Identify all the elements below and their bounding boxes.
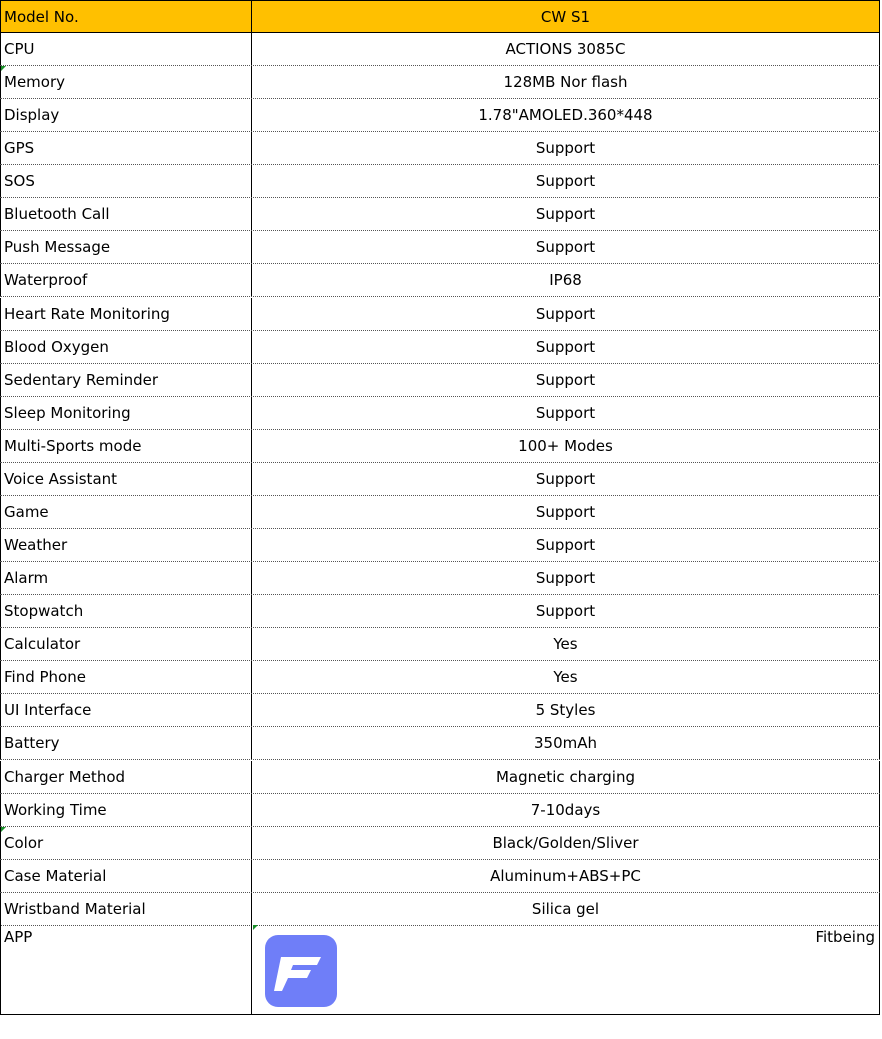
- row-value: Aluminum+ABS+PC: [252, 860, 880, 892]
- table-row: [0, 99, 880, 132]
- table-row: [0, 231, 880, 264]
- table-row: [0, 132, 880, 165]
- table-row: [0, 562, 880, 595]
- row-label: Waterproof: [0, 264, 252, 296]
- fitbeing-app-icon: [265, 935, 337, 1007]
- row-value: 350mAh: [252, 727, 880, 759]
- table-row: [0, 430, 880, 463]
- table-row: [0, 529, 880, 562]
- table-row: [0, 694, 880, 727]
- app-row: [0, 925, 880, 1015]
- row-label: Stopwatch: [0, 595, 252, 627]
- row-label: Working Time: [0, 794, 252, 826]
- row-value: Support: [252, 496, 880, 528]
- row-value: Support: [252, 397, 880, 429]
- row-label: Memory: [0, 66, 252, 98]
- table-row: [0, 628, 880, 661]
- row-label: SOS: [0, 165, 252, 197]
- cell-comment-marker: [1, 827, 6, 832]
- row-label: Blood Oxygen: [0, 331, 252, 363]
- row-value: 100+ Modes: [252, 430, 880, 462]
- row-label: Color: [0, 827, 252, 859]
- row-value: Support: [252, 132, 880, 164]
- row-value: IP68: [252, 264, 880, 296]
- table-row: [0, 331, 880, 364]
- table-row: [0, 893, 880, 926]
- row-label: Display: [0, 99, 252, 131]
- row-label: Push Message: [0, 231, 252, 263]
- row-label: Bluetooth Call: [0, 198, 252, 230]
- cell-comment-marker: [1, 66, 6, 71]
- row-value: Silica gel: [252, 893, 880, 925]
- row-value: Support: [252, 298, 880, 330]
- row-label: Alarm: [0, 562, 252, 594]
- row-value: Support: [252, 231, 880, 263]
- app-name: Fitbeing: [815, 928, 875, 946]
- table-row: [0, 827, 880, 860]
- row-value: Yes: [252, 661, 880, 693]
- row-value: Support: [252, 198, 880, 230]
- row-label: Battery: [0, 727, 252, 759]
- row-value: Support: [252, 595, 880, 627]
- row-label: Case Material: [0, 860, 252, 892]
- row-label: Find Phone: [0, 661, 252, 693]
- table-row: [0, 66, 880, 99]
- table-row: [0, 198, 880, 231]
- row-label: Sedentary Reminder: [0, 364, 252, 396]
- table-row: [0, 165, 880, 198]
- row-value: Yes: [252, 628, 880, 660]
- table-row: [0, 298, 880, 331]
- row-label: Sleep Monitoring: [0, 397, 252, 429]
- row-value: 1.78"AMOLED.360*448: [252, 99, 880, 131]
- row-value: Support: [252, 562, 880, 594]
- row-label: GPS: [0, 132, 252, 164]
- table-row: [0, 860, 880, 893]
- row-label: Multi-Sports mode: [0, 430, 252, 462]
- app-label: APP: [0, 925, 252, 1014]
- header-label: Model No.: [0, 1, 252, 32]
- row-label: UI Interface: [0, 694, 252, 726]
- row-value: Support: [252, 529, 880, 561]
- row-label: Calculator: [0, 628, 252, 660]
- table-row: [0, 761, 880, 794]
- app-value-cell: [252, 925, 880, 1014]
- table-row: [0, 264, 880, 297]
- table-row: [0, 794, 880, 827]
- row-value: ACTIONS 3085C: [252, 33, 880, 65]
- row-value: 7-10days: [252, 794, 880, 826]
- row-label: Voice Assistant: [0, 463, 252, 495]
- row-value: 5 Styles: [252, 694, 880, 726]
- row-value: Magnetic charging: [252, 761, 880, 793]
- row-value: Support: [252, 463, 880, 495]
- table-row: [0, 661, 880, 694]
- header-value: CW S1: [252, 1, 880, 32]
- row-label: Heart Rate Monitoring: [0, 298, 252, 330]
- row-value: 128MB Nor flash: [252, 66, 880, 98]
- row-label: Charger Method: [0, 761, 252, 793]
- row-value: Support: [252, 364, 880, 396]
- cell-comment-marker: [253, 925, 258, 930]
- row-value: Support: [252, 331, 880, 363]
- table-row: [0, 727, 880, 760]
- row-label: Weather: [0, 529, 252, 561]
- table-row: [0, 397, 880, 430]
- row-value: Black/Golden/Sliver: [252, 827, 880, 859]
- table-row: [0, 463, 880, 496]
- table-row: [0, 595, 880, 628]
- table-row: [0, 496, 880, 529]
- row-label: Wristband Material: [0, 893, 252, 925]
- row-value: Support: [252, 165, 880, 197]
- row-label: CPU: [0, 33, 252, 65]
- table-row: [0, 33, 880, 66]
- table-header-row: [0, 0, 880, 33]
- table-row: [0, 364, 880, 397]
- row-label: Game: [0, 496, 252, 528]
